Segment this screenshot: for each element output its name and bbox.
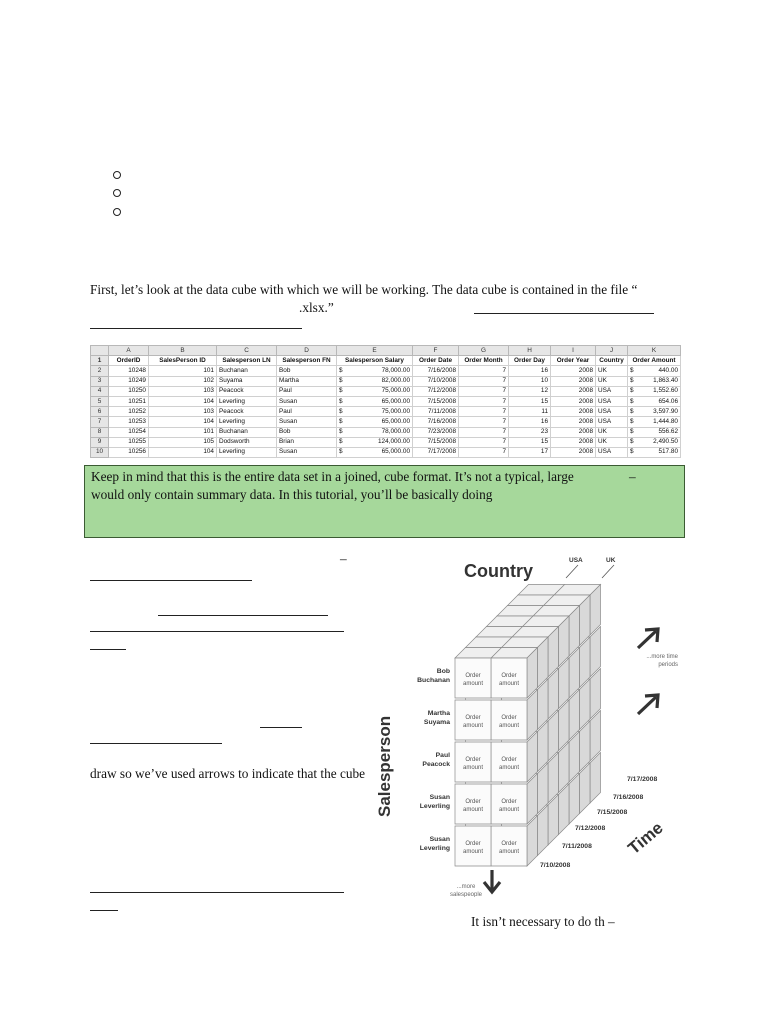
salesperson-first-name: Susan <box>277 447 337 457</box>
field-header: Order Year <box>551 356 596 366</box>
field-header: OrderID <box>109 356 149 366</box>
field-header: Order Date <box>413 356 459 366</box>
cell-label: Order <box>501 673 517 679</box>
salesperson-first-name: Bob <box>277 366 337 376</box>
intro-line-2: .xlsx.” <box>299 300 334 315</box>
order-year: 2008 <box>551 366 596 376</box>
currency-symbol: $ <box>630 387 634 395</box>
cell-value: 65,000.00 <box>381 397 410 405</box>
currency-symbol: $ <box>339 417 343 425</box>
cell-value: 75,000.00 <box>381 387 410 395</box>
salesperson-first-name: Paul <box>277 407 337 417</box>
order-date: 7/23/2008 <box>413 427 459 437</box>
order-id: 10254 <box>109 427 149 437</box>
salesperson-name: Suyama <box>423 719 450 726</box>
country: USA <box>596 417 628 427</box>
country: UK <box>596 376 628 386</box>
currency-symbol: $ <box>339 448 343 456</box>
currency-symbol: $ <box>339 428 343 436</box>
cell-value: 65,000.00 <box>381 448 410 456</box>
cell-value: 517.80 <box>658 448 678 456</box>
cell-label: Order <box>465 841 481 847</box>
note-dash: – <box>629 469 636 484</box>
order-year: 2008 <box>551 427 596 437</box>
order-amount <box>628 396 681 406</box>
cube-cells <box>455 585 601 867</box>
blank-underline <box>90 649 126 650</box>
row-number: 3 <box>91 376 109 386</box>
order-id: 10251 <box>109 396 149 406</box>
salesperson-salary <box>337 447 413 457</box>
cell-value: 78,000.00 <box>381 366 410 374</box>
list-bullet <box>113 171 121 179</box>
cell-value: 78,000.00 <box>381 428 410 436</box>
order-month: 7 <box>459 396 509 406</box>
column-letter: J <box>596 346 628 356</box>
salesperson-name: Peacock <box>422 761 450 768</box>
cell-value: 1,444.80 <box>653 417 678 425</box>
cell-label: amount <box>462 765 484 771</box>
column-letter: F <box>413 346 459 356</box>
column-letter-row <box>91 346 681 356</box>
order-month: 7 <box>459 407 509 417</box>
currency-symbol: $ <box>339 438 343 446</box>
cube-side-face <box>590 753 601 804</box>
more-time-arrow-icon <box>638 629 658 648</box>
salesperson-salary <box>337 417 413 427</box>
order-id: 10249 <box>109 376 149 386</box>
column-letter: C <box>217 346 277 356</box>
cell-label: amount <box>462 807 484 813</box>
country: USA <box>596 396 628 406</box>
order-date: 7/16/2008 <box>413 366 459 376</box>
order-day: 15 <box>509 437 551 447</box>
order-day: 17 <box>509 447 551 457</box>
note-box <box>84 465 685 538</box>
order-date: 7/17/2008 <box>413 447 459 457</box>
salesperson-salary <box>337 437 413 447</box>
order-amount <box>628 386 681 396</box>
salesperson-first-name: Susan <box>277 396 337 406</box>
country: USA <box>596 447 628 457</box>
blank-underline <box>474 313 654 314</box>
time-period-label: 7/10/2008 <box>540 862 571 869</box>
cell-label: amount <box>462 681 484 687</box>
row-number: 7 <box>91 417 109 427</box>
time-axis-title: Time <box>624 818 667 859</box>
salesperson-name: Leverling <box>419 803 450 810</box>
salesperson-labels <box>417 668 450 852</box>
time-period-label: 7/17/2008 <box>627 776 658 783</box>
cell-label: Order <box>465 799 481 805</box>
salesperson-first-name: Martha <box>277 376 337 386</box>
row-number: 9 <box>91 437 109 447</box>
data-cube-spreadsheet <box>90 345 681 458</box>
currency-symbol: $ <box>630 397 634 405</box>
order-month: 7 <box>459 427 509 437</box>
currency-symbol: $ <box>339 387 343 395</box>
field-header: Salesperson Salary <box>337 356 413 366</box>
order-month: 7 <box>459 366 509 376</box>
cell-value: 556.62 <box>658 428 678 436</box>
order-year: 2008 <box>551 386 596 396</box>
salesperson-first-name: Susan <box>277 417 337 427</box>
cell-value: 124,000.00 <box>378 438 410 446</box>
row-number: 6 <box>91 407 109 417</box>
blank-underline <box>90 743 222 744</box>
order-month: 7 <box>459 447 509 457</box>
column-letter: D <box>277 346 337 356</box>
salesperson-salary <box>337 396 413 406</box>
country-label-usa: USA <box>569 557 583 564</box>
order-day: 10 <box>509 376 551 386</box>
salesperson-salary <box>337 376 413 386</box>
cube-side-face <box>590 669 601 720</box>
salesperson-salary <box>337 366 413 376</box>
cell-label: Order <box>465 715 481 721</box>
column-letter: A <box>109 346 149 356</box>
order-day: 16 <box>509 366 551 376</box>
more-salespeople-label: ...more <box>456 884 476 890</box>
column-letter: K <box>628 346 681 356</box>
order-year: 2008 <box>551 417 596 427</box>
currency-symbol: $ <box>630 417 634 425</box>
table-row <box>91 366 681 376</box>
time-period-label: 7/15/2008 <box>597 809 628 816</box>
salesperson-first-name: Brian <box>277 437 337 447</box>
cell-label: amount <box>498 723 520 729</box>
salesperson-last-name: Dodsworth <box>217 437 277 447</box>
row-number: 2 <box>91 366 109 376</box>
time-period-label: 7/11/2008 <box>562 843 592 850</box>
field-header: Country <box>596 356 628 366</box>
cell-label: amount <box>498 765 520 771</box>
country-axis-title: Country <box>464 561 533 581</box>
salesperson-last-name: Buchanan <box>217 427 277 437</box>
salesperson-name: Buchanan <box>417 677 450 684</box>
currency-symbol: $ <box>630 438 634 446</box>
note-line-1: Keep in mind that this is the entire data set in a joined, cube format. It’s not a typical, large <box>91 469 574 484</box>
salesperson-id: 104 <box>149 396 217 406</box>
cube-side-face <box>590 627 601 678</box>
field-header: SalesPerson ID <box>149 356 217 366</box>
order-amount <box>628 437 681 447</box>
salesperson-name: Bob <box>436 668 450 675</box>
time-period-label: 7/12/2008 <box>575 825 606 832</box>
time-period-label: 7/16/2008 <box>613 794 644 801</box>
more-time-arrow-icon <box>638 695 658 714</box>
order-month: 7 <box>459 417 509 427</box>
order-amount <box>628 407 681 417</box>
field-header: Order Month <box>459 356 509 366</box>
blank-underline <box>90 580 252 581</box>
country: UK <box>596 366 628 376</box>
cell-value: 65,000.00 <box>381 417 410 425</box>
order-year: 2008 <box>551 407 596 417</box>
table-row <box>91 396 681 406</box>
field-header-row <box>91 356 681 366</box>
cell-label: amount <box>498 681 520 687</box>
blank-underline <box>90 892 344 893</box>
salesperson-id: 101 <box>149 427 217 437</box>
table-row <box>91 427 681 437</box>
salesperson-last-name: Suyama <box>217 376 277 386</box>
salesperson-name: Paul <box>435 752 450 759</box>
order-id: 10250 <box>109 386 149 396</box>
intro-line-1: First, let’s look at the data cube with which we will be working. The data cube is contained in the file “ <box>90 282 638 297</box>
currency-symbol: $ <box>630 448 634 456</box>
salesperson-id: 104 <box>149 417 217 427</box>
list-bullet <box>113 208 121 216</box>
salesperson-last-name: Leverling <box>217 396 277 406</box>
country-label-uk: UK <box>606 557 616 564</box>
blank-underline <box>90 631 344 632</box>
cell-value: 654.06 <box>658 397 678 405</box>
order-amount <box>628 427 681 437</box>
currency-symbol: $ <box>339 407 343 415</box>
order-day: 12 <box>509 386 551 396</box>
currency-symbol: $ <box>630 407 634 415</box>
table-row <box>91 386 681 396</box>
order-date: 7/10/2008 <box>413 376 459 386</box>
cell-label: amount <box>498 849 520 855</box>
order-year: 2008 <box>551 396 596 406</box>
salesperson-id: 102 <box>149 376 217 386</box>
column-letter: G <box>459 346 509 356</box>
salesperson-id: 103 <box>149 407 217 417</box>
caption-text: It isn’t necessary to do th <box>471 914 605 929</box>
order-year: 2008 <box>551 437 596 447</box>
note-line-2: would only contain summary data. In this tutorial, you’ll be basically doing <box>91 487 493 502</box>
salesperson-first-name: Paul <box>277 386 337 396</box>
field-header: Order Amount <box>628 356 681 366</box>
country: UK <box>596 437 628 447</box>
country: UK <box>596 427 628 437</box>
blank-underline <box>90 910 118 911</box>
table-row <box>91 447 681 457</box>
corner-cell <box>91 346 109 356</box>
order-id: 10255 <box>109 437 149 447</box>
order-date: 7/15/2008 <box>413 437 459 447</box>
order-year: 2008 <box>551 376 596 386</box>
cell-label: Order <box>465 673 481 679</box>
row-number: 8 <box>91 427 109 437</box>
currency-symbol: $ <box>339 377 343 385</box>
field-header: Order Day <box>509 356 551 366</box>
salesperson-salary <box>337 407 413 417</box>
order-day: 16 <box>509 417 551 427</box>
salesperson-id: 103 <box>149 386 217 396</box>
blank-underline <box>90 328 302 329</box>
left-dash: – <box>340 551 347 566</box>
salesperson-first-name: Bob <box>277 427 337 437</box>
usa-pointer <box>566 565 578 578</box>
blank-underline <box>158 615 328 616</box>
salesperson-last-name: Peacock <box>217 407 277 417</box>
cell-value: 1,552.60 <box>653 387 678 395</box>
salesperson-last-name: Leverling <box>217 447 277 457</box>
table-row <box>91 417 681 427</box>
cell-label: Order <box>501 715 517 721</box>
order-month: 7 <box>459 437 509 447</box>
order-day: 15 <box>509 396 551 406</box>
order-id: 10252 <box>109 407 149 417</box>
table-row <box>91 437 681 447</box>
more-salespeople-arrow-icon <box>484 870 500 892</box>
salesperson-salary <box>337 427 413 437</box>
row-number: 10 <box>91 447 109 457</box>
cell-label: Order <box>501 757 517 763</box>
salesperson-name: Martha <box>427 710 450 717</box>
row-number: 5 <box>91 396 109 406</box>
order-amount <box>628 417 681 427</box>
column-letter: E <box>337 346 413 356</box>
order-id: 10248 <box>109 366 149 376</box>
currency-symbol: $ <box>339 397 343 405</box>
column-letter: H <box>509 346 551 356</box>
blank-underline <box>260 727 302 728</box>
field-header: Salesperson FN <box>277 356 337 366</box>
more-time-label: ...more time <box>646 654 678 660</box>
table-row <box>91 376 681 386</box>
order-amount <box>628 447 681 457</box>
salesperson-last-name: Peacock <box>217 386 277 396</box>
order-date: 7/15/2008 <box>413 396 459 406</box>
row-number: 4 <box>91 386 109 396</box>
order-day: 11 <box>509 407 551 417</box>
uk-pointer <box>602 565 614 578</box>
order-id: 10253 <box>109 417 149 427</box>
country: USA <box>596 386 628 396</box>
order-id: 10256 <box>109 447 149 457</box>
cell-label: Order <box>501 799 517 805</box>
order-amount <box>628 366 681 376</box>
salesperson-id: 105 <box>149 437 217 447</box>
caption-dash: – <box>608 914 615 929</box>
salesperson-last-name: Buchanan <box>217 366 277 376</box>
salesperson-last-name: Leverling <box>217 417 277 427</box>
order-date: 7/11/2008 <box>413 407 459 417</box>
data-cube-diagram <box>370 552 690 897</box>
cube-side-face <box>590 711 601 762</box>
order-year: 2008 <box>551 447 596 457</box>
currency-symbol: $ <box>630 428 634 436</box>
more-time-label: periods <box>658 662 678 668</box>
currency-symbol: $ <box>630 366 634 374</box>
cell-value: 1,863.40 <box>653 377 678 385</box>
salesperson-salary <box>337 386 413 396</box>
cell-label: Order <box>501 841 517 847</box>
cell-value: 440.00 <box>658 366 678 374</box>
column-letter: I <box>551 346 596 356</box>
order-date: 7/12/2008 <box>413 386 459 396</box>
cell-value: 75,000.00 <box>381 407 410 415</box>
currency-symbol: $ <box>630 377 634 385</box>
left-draw-line: draw so we’ve used arrows to indicate that the cube <box>90 766 366 781</box>
currency-symbol: $ <box>339 366 343 374</box>
salesperson-name: Leverling <box>419 845 450 852</box>
more-salespeople-label: salespeople <box>449 892 483 897</box>
country: USA <box>596 407 628 417</box>
salesperson-id: 104 <box>149 447 217 457</box>
table-row <box>91 407 681 417</box>
order-month: 7 <box>459 386 509 396</box>
order-day: 23 <box>509 427 551 437</box>
column-letter: B <box>149 346 217 356</box>
cell-value: 2,490.50 <box>653 438 678 446</box>
order-amount <box>628 376 681 386</box>
cell-label: amount <box>462 849 484 855</box>
field-header: Salesperson LN <box>217 356 277 366</box>
salesperson-name: Susan <box>429 836 450 843</box>
cell-value: 82,000.00 <box>381 377 410 385</box>
salesperson-name: Susan <box>429 794 450 801</box>
order-date: 7/16/2008 <box>413 417 459 427</box>
list-bullet <box>113 189 121 197</box>
salesperson-axis-title: Salesperson <box>375 715 394 817</box>
salesperson-id: 101 <box>149 366 217 376</box>
cell-label: amount <box>498 807 520 813</box>
row-number: 1 <box>91 356 109 366</box>
order-month: 7 <box>459 376 509 386</box>
cell-label: amount <box>462 723 484 729</box>
cell-value: 3,597.90 <box>653 407 678 415</box>
cell-label: Order <box>465 757 481 763</box>
